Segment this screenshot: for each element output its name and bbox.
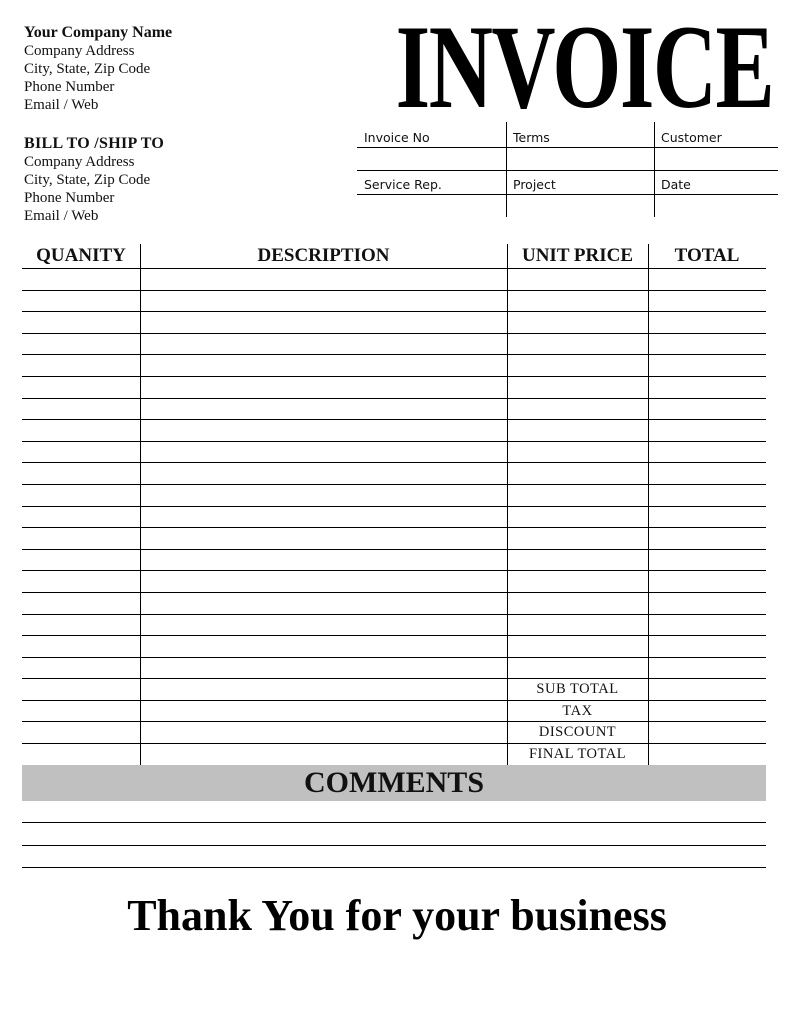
column-divider: [648, 701, 649, 722]
column-divider: [140, 291, 141, 312]
table-row[interactable]: [22, 615, 766, 637]
column-divider: [507, 269, 508, 290]
table-row[interactable]: [22, 485, 766, 507]
billto-address: Company Address: [24, 154, 135, 170]
summary-row[interactable]: [22, 744, 766, 766]
table-body: [22, 269, 766, 766]
column-divider: [507, 550, 508, 571]
comment-line[interactable]: [22, 867, 766, 868]
table-header: [22, 244, 766, 269]
column-divider: [140, 355, 141, 376]
column-divider: [648, 744, 649, 765]
column-divider: [648, 291, 649, 312]
invoice-no-label: Invoice No: [364, 130, 430, 145]
table-row[interactable]: [22, 312, 766, 334]
table-row[interactable]: [22, 291, 766, 313]
tax-label: TAX: [562, 702, 593, 719]
column-divider: [648, 420, 649, 441]
column-divider: [140, 463, 141, 484]
column-divider: [648, 463, 649, 484]
column-divider: [507, 658, 508, 679]
column-divider: [648, 442, 649, 463]
table-row[interactable]: [22, 636, 766, 658]
column-divider: [507, 355, 508, 376]
column-divider: [507, 291, 508, 312]
column-divider: [140, 744, 141, 765]
column-divider: [507, 528, 508, 549]
header-total: TOTAL: [674, 245, 740, 266]
company-block: [24, 24, 172, 114]
billto-city: City, State, Zip Code: [24, 172, 151, 188]
comments-bar: [22, 765, 766, 801]
comment-line[interactable]: [22, 845, 766, 846]
column-divider: [507, 593, 508, 614]
column-divider: [507, 571, 508, 592]
summary-row[interactable]: [22, 722, 766, 744]
column-divider: [507, 377, 508, 398]
column-divider: [648, 485, 649, 506]
column-divider: [140, 312, 141, 333]
billto-phone: Phone Number: [24, 190, 115, 206]
column-divider: [140, 615, 141, 636]
date-label: Date: [661, 177, 691, 192]
table-row[interactable]: [22, 399, 766, 421]
table-row[interactable]: [22, 550, 766, 572]
terms-field[interactable]: [507, 148, 653, 169]
service-rep-field[interactable]: [357, 195, 505, 216]
column-divider: [507, 420, 508, 441]
column-divider: [507, 312, 508, 333]
column-divider: [507, 485, 508, 506]
column-divider: [648, 658, 649, 679]
column-divider: [140, 377, 141, 398]
company-phone: Phone Number: [24, 79, 115, 95]
column-divider: [140, 420, 141, 441]
column-divider: [140, 399, 141, 420]
project-field[interactable]: [507, 195, 653, 216]
header-description: DESCRIPTION: [257, 245, 390, 266]
column-divider: [507, 399, 508, 420]
column-divider: [140, 593, 141, 614]
meta-rule: [357, 170, 778, 171]
billto-email: Email / Web: [24, 208, 99, 224]
company-name: Your Company Name: [24, 24, 173, 41]
column-divider: [507, 615, 508, 636]
column-divider: [507, 334, 508, 355]
table-row[interactable]: [22, 442, 766, 464]
column-divider: [648, 528, 649, 549]
comment-line[interactable]: [22, 822, 766, 823]
column-divider: [648, 636, 649, 657]
invoice-no-field[interactable]: [357, 148, 505, 169]
table-row[interactable]: [22, 269, 766, 291]
table-row[interactable]: [22, 593, 766, 615]
column-divider: [507, 442, 508, 463]
column-divider: [648, 334, 649, 355]
column-divider: [648, 244, 649, 268]
table-row[interactable]: [22, 420, 766, 442]
column-divider: [648, 593, 649, 614]
column-divider: [140, 507, 141, 528]
company-address: Company Address: [24, 43, 135, 59]
column-divider: [648, 722, 649, 743]
customer-field[interactable]: [655, 148, 777, 169]
column-divider: [648, 312, 649, 333]
date-field[interactable]: [655, 195, 777, 216]
column-divider: [140, 571, 141, 592]
column-divider: [648, 269, 649, 290]
table-row[interactable]: [22, 507, 766, 529]
column-divider: [140, 550, 141, 571]
column-divider: [648, 679, 649, 700]
column-divider: [507, 636, 508, 657]
column-divider: [507, 463, 508, 484]
thank-you-message: Thank You for your business: [127, 891, 667, 940]
column-divider: [140, 528, 141, 549]
invoice-title: INVOICE: [395, 0, 774, 133]
table-row[interactable]: [22, 463, 766, 485]
table-row[interactable]: [22, 334, 766, 356]
invoice-meta-grid: [357, 122, 778, 217]
column-divider: [140, 636, 141, 657]
column-divider: [140, 244, 141, 268]
comments-title: COMMENTS: [304, 766, 484, 799]
column-divider: [140, 701, 141, 722]
column-divider: [140, 722, 141, 743]
column-divider: [648, 550, 649, 571]
column-divider: [507, 507, 508, 528]
service-rep-label: Service Rep.: [364, 177, 442, 192]
subtotal-label: SUB TOTAL: [536, 681, 619, 698]
company-city: City, State, Zip Code: [24, 61, 151, 77]
terms-label: Terms: [513, 130, 550, 145]
column-divider: [140, 334, 141, 355]
summary-row[interactable]: [22, 701, 766, 723]
column-divider: [648, 399, 649, 420]
line-items-table: [22, 244, 766, 766]
column-divider: [648, 355, 649, 376]
summary-row[interactable]: [22, 679, 766, 701]
column-divider: [648, 571, 649, 592]
column-divider: [140, 679, 141, 700]
column-divider: [140, 269, 141, 290]
table-row[interactable]: [22, 658, 766, 680]
header-quantity: QUANITY: [36, 245, 126, 266]
discount-label: DISCOUNT: [538, 724, 617, 741]
table-row[interactable]: [22, 377, 766, 399]
billto-block: [24, 135, 164, 225]
project-label: Project: [513, 177, 556, 192]
header-unit-price: UNIT PRICE: [521, 245, 634, 266]
column-divider: [507, 244, 508, 268]
column-divider: [648, 507, 649, 528]
column-divider: [140, 658, 141, 679]
table-row[interactable]: [22, 571, 766, 593]
company-email: Email / Web: [24, 97, 99, 113]
column-divider: [140, 442, 141, 463]
column-divider: [648, 377, 649, 398]
billto-heading: BILL TO /SHIP TO: [24, 135, 165, 152]
final-total-label: FINAL TOTAL: [528, 746, 627, 763]
column-divider: [140, 485, 141, 506]
table-row[interactable]: [22, 528, 766, 550]
table-row[interactable]: [22, 355, 766, 377]
customer-label: Customer: [661, 130, 722, 145]
column-divider: [648, 615, 649, 636]
